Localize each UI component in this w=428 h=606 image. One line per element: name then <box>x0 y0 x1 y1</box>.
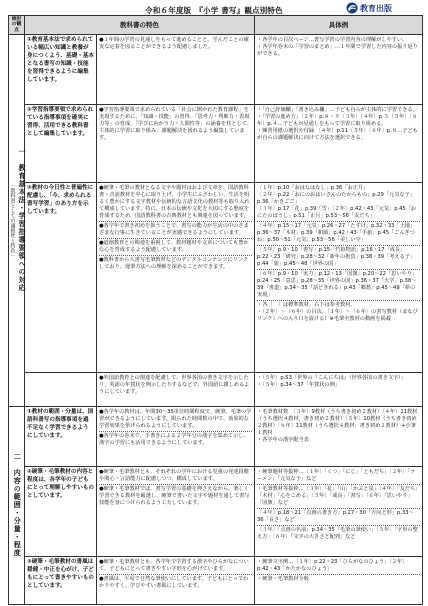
table-row <box>9 34 423 104</box>
feature-cell: ①教育基本法で求められている幅広い知識と教養が身につくよう、基礎・基本となる書写の知識・技能を習得できるように編集しています。 <box>25 34 97 104</box>
detail-text: ●各学年の教材は、年間30〜35単位時間程度で、硬筆、毛筆の学習ができるようにしています。限られた時間数の中で、効果的な学習効果を挙げられるようにしています。 <box>99 408 252 432</box>
feature-cell <box>25 372 97 406</box>
example-text: ・「自己評価欄」「書き込み欄」…子ども自らが主体的に学習できる。 ・「学習の進め方」〔２年〕p.８・９〔３年〕〔４年〕p.５〔５年〕〔６年〕p.４…子どもが見通しをもって学習に取り組める。 ・練習用紙の選択や付録 〔４年〕p.11〔５年〕〔６年〕p.８…子どもが自らの課題解決に向けて方法を選択できる。 <box>257 106 418 141</box>
features-table <box>8 15 423 605</box>
detail-cell <box>97 182 255 372</box>
header-features: 教科書の特色 <box>25 16 255 35</box>
table-row <box>9 556 423 604</box>
publisher-logo-icon <box>346 2 358 14</box>
section-label-1 <box>9 34 25 406</box>
example-text: ・各〔 〕は標準教材。右下は参考教材。 ・〔２年〕〜〔６年〕の目次、〔１年〕〜〔６年〕の書写教材（まなびリンク）への入り口を設ける）※毛筆全教材の動画を掲載 <box>257 302 418 323</box>
example-cell <box>255 34 423 104</box>
detail-text: ●硬筆・毛筆教材とも、それぞれの学年における児童の発達段階や関心・言語能力に配慮しつつ、構成しています。 <box>99 468 252 485</box>
detail-text: ●道徳教育との関連を重視して、教材題材や文章についても豊かな心を育成するよう配慮しています。 <box>99 239 252 256</box>
feature-cell: ①教材の範囲・分量は、国語科書写の指導事項を過不足なく学習できるようにしています。 <box>25 406 97 466</box>
example-text: ・硬筆文字例…〔１年〕p.22・23「ひらがなのひょう」〔２年〕p.42・43「かたかなのひょう」 <box>257 558 420 575</box>
example-cell <box>255 406 423 466</box>
example-text: ・各学年の目次ページ…書写学習の学習内容の理解がしやすい。 ・各学年巻末の「学習のまとめ」…１年間で学習した内容の振り返りができる。 <box>257 36 418 57</box>
publisher-logo <box>346 2 392 14</box>
header-aspect: 検討の観点 <box>9 16 25 35</box>
example-text: 〔４年〕p.15〜17「元気」p.26・27「たすけ」p.32・33「土地」p.36〜37「木材」p.39「和顔」p.42・43「手旅」p.45「ごんぎつね」p.50〜51「元気」p.53〜56「美しい空」 <box>257 222 420 246</box>
detail-text: ●各学年で書き初めを扱うことで、書写の能力が生活の中のさまざまな行事に生きていることが実感できるようにしています。 <box>99 222 252 239</box>
detail-cell <box>97 372 255 406</box>
detail-text: ●書風は、平易で自然な筆使いにしています。子どもにとってわかりやすく、学びやすい書風にしています。 <box>99 575 249 589</box>
detail-text: ●１年間の学習の見通しをもって進めることと、学んだことの確実な定着を図ることができるよう配慮しました。 <box>99 36 249 50</box>
detail-text: ●硬筆・毛筆教材とも、各学年で学習する漢字やひらがなについて、子どもにとって書きやすい字形を心がけています。 <box>99 558 252 575</box>
example-text: ・毛筆教材等抜粋…〔３年〕「花」「山」「かぶと虫」〔４年〕「友だち」「木材」「心をこめる」〔５年〕「成長」「書写」〔６年〕「思いやり」「国旗」など <box>257 485 420 509</box>
section-1-subtitle: －教科書としての適格性と特色－ <box>9 182 16 258</box>
detail-text: ●学習指導要領で求められている「社会に開かれた教育課程」を実現するために、「知識・技能」の習得、「思考力・判断力・表現力等」の育成、「学びに向かう力・人間性等」の涵養を柱として、主体的に学習に取り組み、課題解決を図れるよう編集しています。 <box>99 106 252 141</box>
detail-cell <box>97 466 255 556</box>
feature-cell: ②硬筆・毛筆教材の内容と程度は、各学年の子どもにとって理解しやすいものとしています。 <box>25 466 97 556</box>
example-cell <box>255 104 423 182</box>
section-label-2 <box>9 406 25 604</box>
table-row <box>9 104 423 182</box>
detail-text: ●硬筆・毛筆の教材となる文字や題材はおよび文章を、国語教科書・音読教材を中心に取り上げ、小学生にふさわしい、生活を明るく豊かにする文字教材や伝統的な言語文化の教材等も取り入れて構成しています。特に、日本の伝統や文化を大切にする態度を育成するため、国語教科書の古典教材とも関連を図っています。 <box>99 184 252 222</box>
detail-text: ●硬筆・毛筆教材では、書写学習の基礎を押さえながら、楽しく学習できる教材を厳選し、硬筆で書いた文字や題材を通して書写技能を身につけられるよう工夫しています。 <box>99 485 250 506</box>
publisher-logo-text: 教育出版 <box>360 2 392 13</box>
detail-text: ●各学年の巻末で、手書きによる２学年分の漢字を集めて示し、漢字の学習にも活用できるようにしています。 <box>99 432 249 446</box>
header-examples: 具体例 <box>255 16 423 35</box>
example-text: 〔１年〕p.10「おはなはなし」p.36「お正月」 〔２年〕p.22「おにのおはいさんのたからもの」p.29「元気な子」p.36「かきごご」 〔３年〕p.17「花」p.39「雪」〔２年〕p.42・43「元気」p.45「おにたのぼうし」p.51「正月」p.53〜56「友だち」 <box>257 184 420 222</box>
detail-cell <box>97 406 255 466</box>
feature-cell: ②学習指導要領で求められている指導事項を確実に習得、活用できる教科書として編集しています。 <box>25 104 97 182</box>
feature-cell: ③教材の今日性と普遍性に配慮し、「今、求められる書写学習」のあり方を示しています。 <box>25 182 97 372</box>
example-text: 〔５年〕p.9・10「書写」p.15「竹取物語」p.16・17「成長」p.22・23「研究」p.28〜32「新年の抱負」p.38・39「考える子」p.44「旅」p.45〜48「世界の国」 <box>257 246 420 270</box>
example-text: 〔３年〕「点画の名前」p.34〜35「毛筆の筆使い」〔５年〕「字形の整え方」〔６年〕「文字の大きさと配列」など <box>257 526 418 540</box>
feature-cell: ③硬筆・毛筆教材の書風は穏健・中正を心がけ、子どもにとって書きやすいものとしています。 <box>25 556 97 604</box>
example-cell <box>255 466 423 556</box>
example-text: ・硬筆・毛筆教材全般 <box>257 575 309 582</box>
detail-text: ●外国語教育との関連を配慮して、世界各国の書き文字を示したり、英語の年賀状を例示したりするなどで、外国語に親しめるようにしています。 <box>99 374 250 395</box>
example-text: 〔４年〕p.18〜21「点画の書き方」p.27・30「方向と形」p.33〜36「長さ」など <box>257 509 420 526</box>
table-row <box>9 466 423 556</box>
example-text: ・〔５年〕p.53「世界の『こんにちは』（世界各国の書き文字）」 ・〔５年〕p.34〜37「年賀状の例」 <box>257 374 406 388</box>
detail-cell <box>97 556 255 604</box>
section-1-title: 一 教育基本法・学習指導要領への対応 <box>17 148 26 293</box>
table-header-row <box>9 16 423 35</box>
example-text: ・硬筆題材等抜粋…〔１年〕「くつ」「にじ」「ともだち」〔２年〕「ラーメン」「元気な子」など <box>257 468 420 485</box>
page-title: 令和６年度版 『小学 書写』観点別特色 <box>145 6 283 15</box>
detail-cell <box>97 34 255 104</box>
example-cell <box>255 182 423 372</box>
example-text: 〔６年〕p.9・10「実力」p.12・13「国旗」p.20〜22「思いやり」p.24・25「意思」p.28〜35「世界の国」p.36・37「大学」p.38〜39「書道」p.34〜35「話どきれる」p.43「郷愁」p.45〜49「夢の実現」 <box>257 270 420 301</box>
table-row <box>9 406 423 466</box>
table-row <box>9 182 423 372</box>
section-2-title: 二 内容の範囲・分量・程度 <box>13 453 22 558</box>
example-cell <box>255 556 423 604</box>
detail-text: ●教科書から大書写毛筆教材などのデジタルコンテンツにリンクしており、運筆方法への理解を深めることができます。 <box>99 256 249 270</box>
example-cell <box>255 372 423 406</box>
example-text: ・毛筆教材数 〔３年〕9教材（うち書き初め２教材）〔４年〕11教材（うち選択４教材、書き初め２教材）〔５年〕10教材（うち書き初め２教材）〔６年〕11教材（うち選択４教材、書き初め２教材）+小筆１教材 ・各学年の漢字配当表 <box>257 408 418 443</box>
detail-cell <box>97 104 255 182</box>
table-row <box>9 372 423 406</box>
